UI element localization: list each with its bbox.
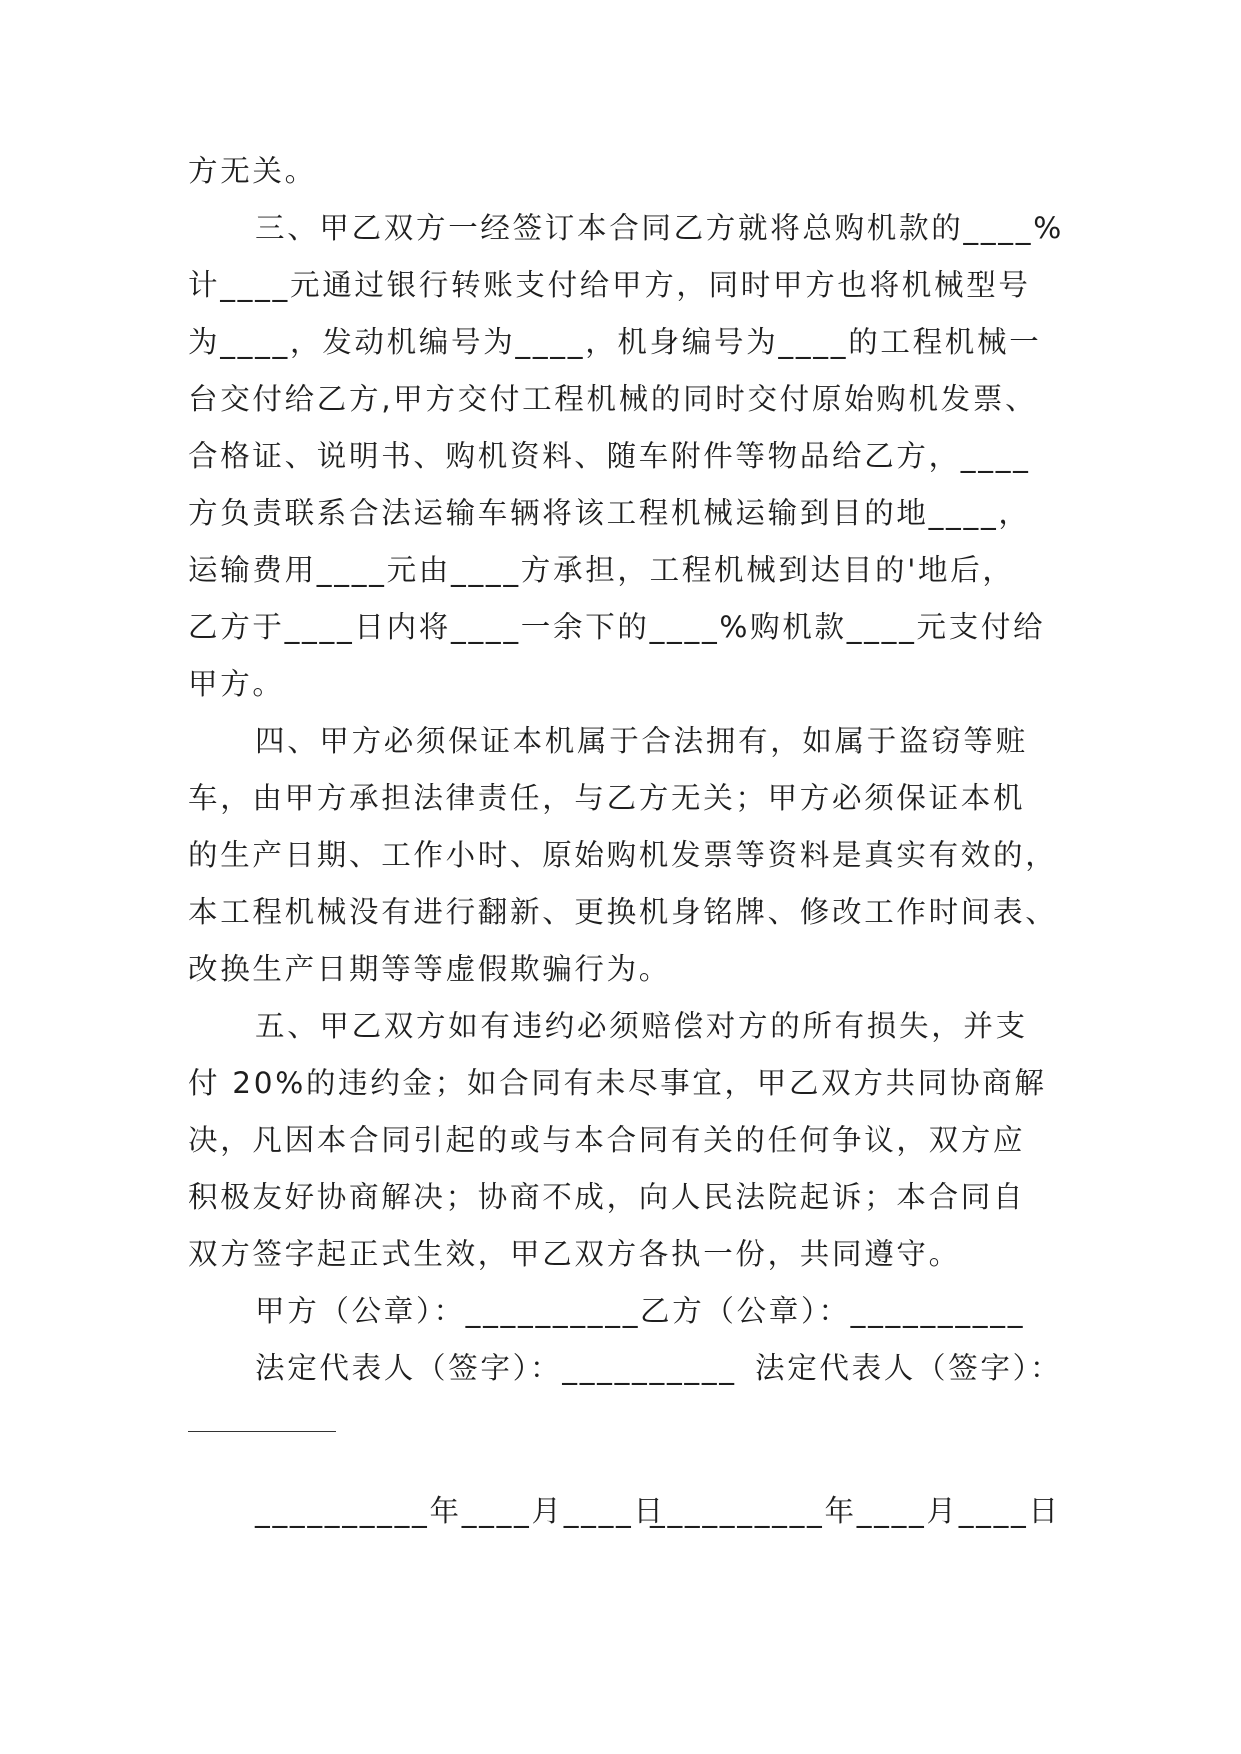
legal-rep-b-field: 法定代表人（签字）： [755,1351,1063,1385]
clause-5-line: 积极友好协商解决；协商不成，向人民法院起诉；本合同自 [188,1180,1026,1214]
clause-5-line: 双方签字起正式生效，甲乙双方各执一份，共同遵守。 [188,1237,961,1271]
legal-rep-b-blank [188,1431,336,1432]
clause-3-line: 合格证、说明书、购机资料、随车附件等物品给乙方，____ [188,439,1031,473]
clause-5-line: 付 20%的违约金；如合同有未尽事宜，甲乙双方共同协商解 [188,1066,1047,1100]
clause-4-line: 本工程机械没有进行翻新、更换机身铭牌、修改工作时间表、 [188,895,1058,929]
clause-3-line: 计____元通过银行转账支付给甲方，同时甲方也将机械型号 [188,268,1031,302]
clause-3-line: 三、甲乙双方一经签订本合同乙方就将总购机款的____% [255,211,1064,245]
party-b-seal-field: 乙方（公章）：__________ [640,1294,1026,1328]
clause-3-line: 甲方。 [188,667,285,701]
clause-4-line: 车，由甲方承担法律责任，与乙方无关；甲方必须保证本机 [188,781,1026,815]
date-b-field: __________年____月____日 [650,1494,1061,1528]
clause-3-line: 乙方于____日内将____一余下的____%购机款____元支付给 [188,610,1046,644]
clause-4-line: 的生产日期、工作小时、原始购机发票等资料是真实有效的， [188,838,1058,872]
clause-5-line: 五、甲乙双方如有违约必须赔偿对方的所有损失，并支 [255,1009,1028,1043]
legal-rep-a-field: 法定代表人（签字）：__________ [255,1351,737,1385]
date-a-field: __________年____月____日 [255,1494,666,1528]
paragraph-line: 方无关。 [188,154,317,188]
party-a-seal-field: 甲方（公章）：__________ [255,1294,641,1328]
clause-3-line: 运输费用____元由____方承担，工程机械到达目的'地后， [188,553,1015,587]
clause-3-line: 方负责联系合法运输车辆将该工程机械运输到目的地____， [188,496,1031,530]
clause-3-line: 台交付给乙方,甲方交付工程机械的同时交付原始购机发票、 [188,382,1038,416]
clause-5-line: 决，凡因本合同引起的或与本合同有关的任何争议，双方应 [188,1123,1026,1157]
clause-4-line: 改换生产日期等等虚假欺骗行为。 [188,952,672,986]
clause-3-line: 为____，发动机编号为____，机身编号为____的工程机械一 [188,325,1042,359]
clause-4-line: 四、甲方必须保证本机属于合法拥有，如属于盗窃等赃 [255,724,1028,758]
